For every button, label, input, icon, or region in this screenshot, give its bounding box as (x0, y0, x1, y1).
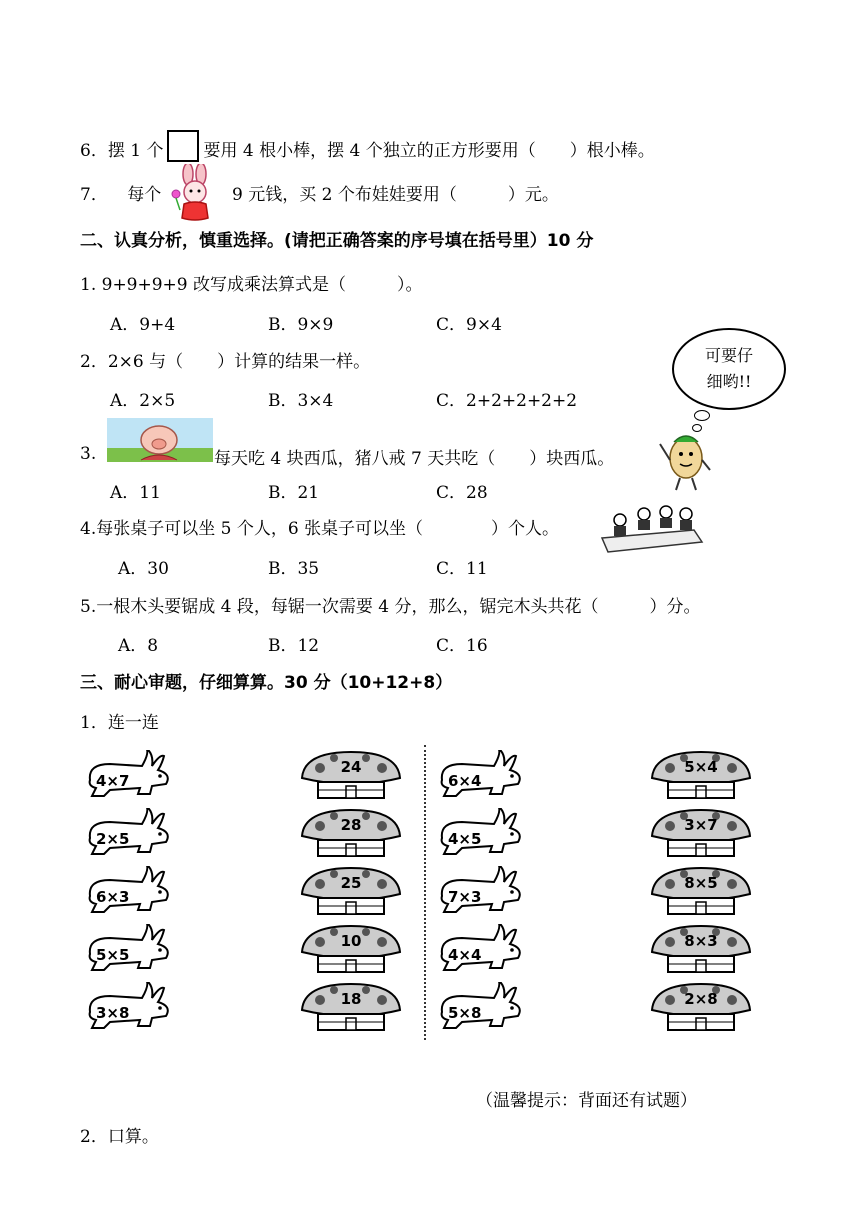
c2-option-c: C．2+2+2+2+2 (436, 391, 578, 411)
bubble-line-1: 可要仔 (704, 346, 753, 365)
c4-option-c: C．11 (436, 559, 488, 579)
cartoon-character-icon (656, 430, 712, 492)
question-7 (80, 180, 559, 205)
c1-option-c: C．9×4 (436, 315, 502, 335)
c5-option-a: A．8 (118, 636, 159, 656)
c4-option-b: B．35 (268, 559, 320, 579)
q7-text-part1: 每个 (127, 185, 162, 205)
mushroom-mushrooms_right-4[interactable] (646, 922, 756, 979)
rabbit-expression: 6×4 (448, 772, 482, 790)
mushroom-mushrooms_right-2[interactable] (646, 806, 756, 863)
mushroom-value: 28 (340, 816, 362, 834)
q6-number: 6． (80, 141, 108, 161)
rabbit-rabbits_right-1[interactable] (432, 750, 528, 803)
rabbit-expression: 7×3 (448, 888, 482, 906)
q6-text-part2: 要用 4 根小棒，摆 4 个独立的正方形要用（ ）根小棒。 (203, 141, 655, 161)
c4-option-a: A．30 (118, 559, 169, 579)
mushroom-value: 3×7 (684, 816, 718, 834)
c1-option-b: B．9×9 (268, 315, 334, 335)
choice-question-4: 4.每张桌子可以坐 5 个人，6 张桌子可以坐（ ）个人。 (80, 519, 560, 539)
mushroom-value: 18 (340, 990, 362, 1008)
section-3-question-1: 1．连一连 (80, 713, 159, 733)
mushroom-mushrooms_left-3[interactable] (296, 864, 406, 921)
c1-option-a: A．9+4 (110, 315, 176, 335)
mushroom-mushrooms_left-4[interactable] (296, 922, 406, 979)
section-3-question-2: 2．口算。 (80, 1127, 159, 1147)
c2-option-a: A．2×5 (110, 391, 176, 411)
question-6 (80, 130, 655, 162)
section-2-title: 二、认真分析，慎重选择。(请把正确答案的序号填在括号里）10 分 (80, 231, 594, 251)
rabbit-expression: 5×5 (96, 946, 130, 964)
choice-question-3-number: 3. (80, 444, 97, 464)
rabbit-rabbits_right-4[interactable] (432, 924, 528, 977)
children-at-table-picture (598, 502, 704, 556)
rabbit-expression: 3×8 (96, 1004, 130, 1022)
q6-text-part1: 摆 1 个 (107, 141, 164, 161)
rabbit-rabbits_left-5[interactable] (80, 982, 176, 1035)
rabbit-expression: 2×5 (96, 830, 130, 848)
q7-text-part2: 9 元钱，买 2 个布娃娃要用（ ）元。 (232, 185, 559, 205)
rabbit-rabbits_right-2[interactable] (432, 808, 528, 861)
mushroom-mushrooms_right-3[interactable] (646, 864, 756, 921)
bubble-dot-1 (694, 410, 710, 421)
mushroom-value: 8×5 (684, 874, 718, 892)
pig-picture (107, 418, 213, 462)
section-3-title: 三、耐心审题，仔细算算。30 分（10+12+8） (80, 673, 453, 693)
mushroom-mushrooms_right-1[interactable] (646, 748, 756, 805)
choice-question-1: 1. 9+9+9+9 改写成乘法算式是（ ）。 (80, 275, 423, 295)
choice-question-2: 2．2×6 与（ ）计算的结果一样。 (80, 352, 371, 372)
mushroom-value: 5×4 (684, 758, 718, 776)
rabbit-expression: 6×3 (96, 888, 130, 906)
mushroom-value: 10 (340, 932, 362, 950)
rabbit-expression: 4×5 (448, 830, 482, 848)
rabbit-expression: 4×4 (448, 946, 482, 964)
rabbit-rabbits_left-4[interactable] (80, 924, 176, 977)
rabbit-doll-icon (168, 164, 220, 224)
c3-option-b: B．21 (268, 483, 320, 503)
mushroom-mushrooms_left-5[interactable] (296, 980, 406, 1037)
mushroom-mushrooms_left-2[interactable] (296, 806, 406, 863)
c5-option-c: C．16 (436, 636, 488, 656)
c5-option-b: B．12 (268, 636, 320, 656)
c3-option-c: C．28 (436, 483, 488, 503)
hint-bubble (672, 328, 786, 410)
choice-question-5: 5.一根木头要锯成 4 段，每锯一次需要 4 分，那么，锯完木头共花（ ）分。 (80, 597, 701, 617)
choice-question-3-text: 每天吃 4 块西瓜，猪八戒 7 天共吃（ ）块西瓜。 (214, 449, 615, 469)
mushroom-value: 8×3 (684, 932, 718, 950)
square-icon (167, 130, 199, 162)
rabbit-rabbits_left-3[interactable] (80, 866, 176, 919)
reminder-tip: （温馨提示：背面还有试题） (476, 1091, 697, 1111)
dotted-divider (424, 745, 426, 1040)
q7-number: 7． (80, 185, 108, 205)
rabbit-expression: 4×7 (96, 772, 130, 790)
rabbit-rabbits_right-3[interactable] (432, 866, 528, 919)
mushroom-value: 2×8 (684, 990, 718, 1008)
mushroom-mushrooms_right-5[interactable] (646, 980, 756, 1037)
rabbit-rabbits_left-2[interactable] (80, 808, 176, 861)
mushroom-mushrooms_left-1[interactable] (296, 748, 406, 805)
rabbit-rabbits_right-5[interactable] (432, 982, 528, 1035)
rabbit-rabbits_left-1[interactable] (80, 750, 176, 803)
c3-option-a: A．11 (110, 483, 161, 503)
mushroom-value: 24 (340, 758, 362, 776)
mushroom-value: 25 (340, 874, 362, 892)
c2-option-b: B．3×4 (268, 391, 334, 411)
bubble-line-2: 细哟!! (706, 372, 752, 391)
rabbit-expression: 5×8 (448, 1004, 482, 1022)
